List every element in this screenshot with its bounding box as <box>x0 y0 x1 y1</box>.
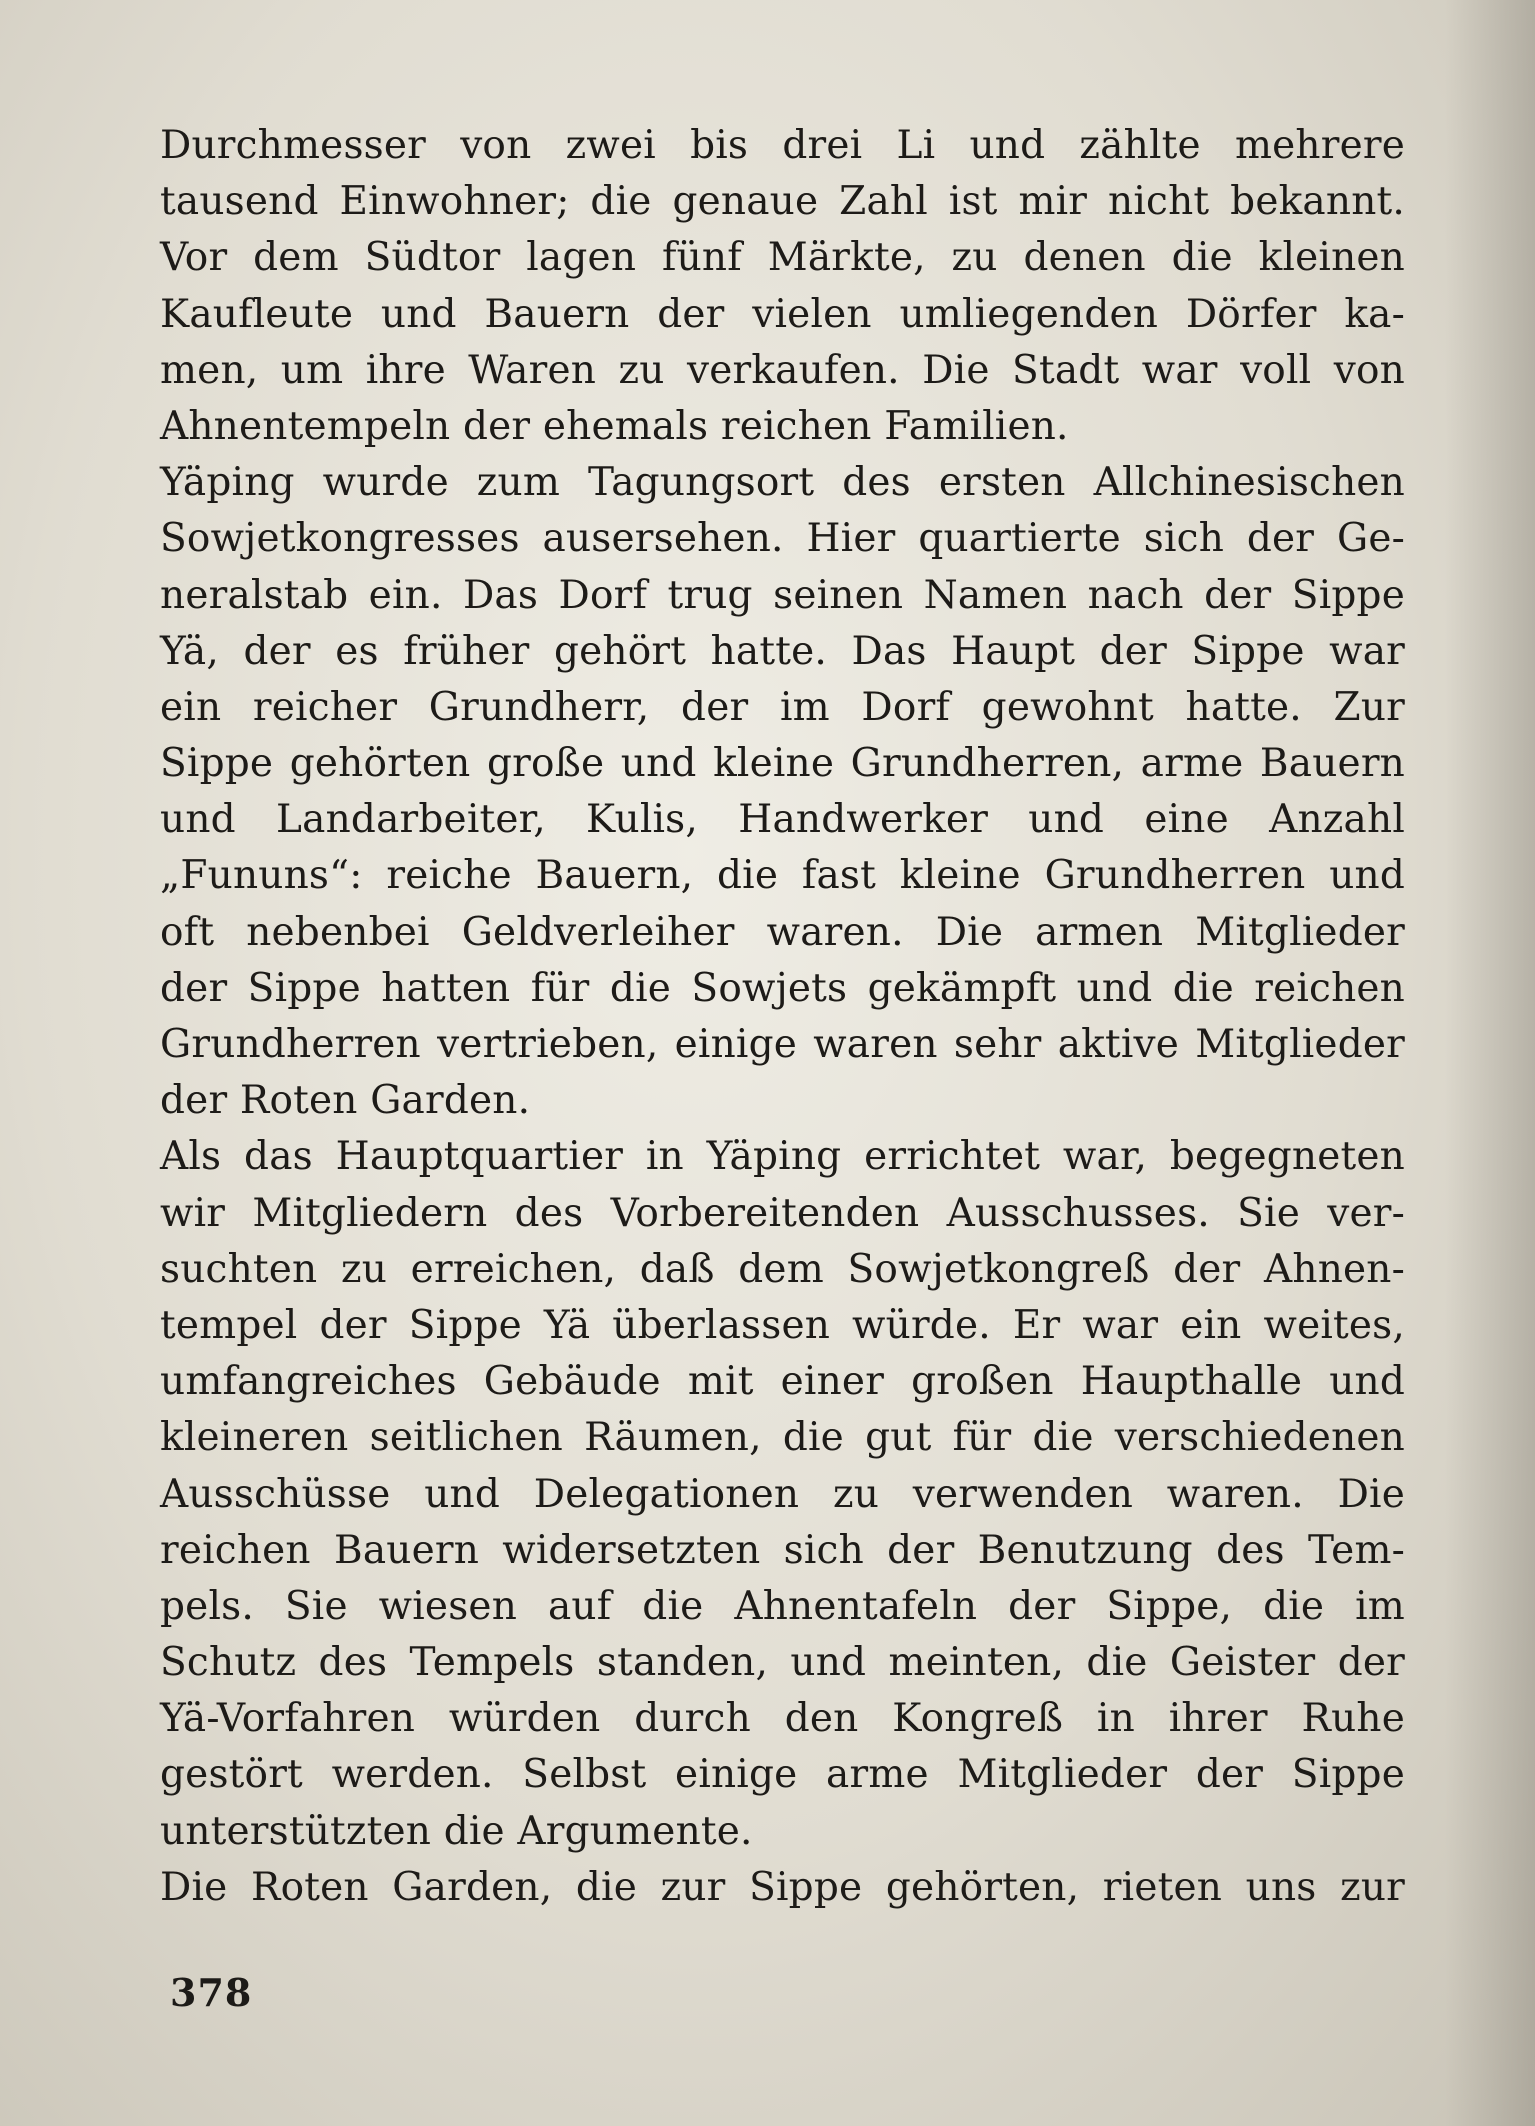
text-line: umfangreiches Gebäude mit einer großen Haupthalle und <box>160 1359 1405 1405</box>
text-line: reichen Bauern widersetzten sich der Benutzung des Tem- <box>160 1527 1405 1573</box>
text-line: Ahnentempeln der ehemals reichen Familien. <box>160 403 1069 449</box>
text-line: Die Roten Garden, die zur Sippe gehörten, rieten uns zur <box>160 1864 1405 1910</box>
text-line: unterstützten die Argumente. <box>160 1808 753 1854</box>
text-line: Vor dem Südtor lagen fünf Märkte, zu denen die kleinen <box>160 235 1405 281</box>
text-line: „Fununs“: reiche Bauern, die fast kleine Grundherren und <box>160 853 1405 899</box>
text-line: gestört werden. Selbst einige arme Mitglieder der Sippe <box>160 1752 1405 1798</box>
text-line: Sippe gehörten große und kleine Grundherren, arme Bauern <box>160 741 1405 787</box>
page-number: 378 <box>170 1970 253 2015</box>
text-line: tempel der Sippe Yä überlassen würde. Er war ein weites, <box>160 1302 1405 1348</box>
text-line: oft nebenbei Geldverleiher waren. Die armen Mitglieder <box>160 909 1405 955</box>
text-line: tausend Einwohner; die genaue Zahl ist mir nicht bekannt. <box>160 179 1405 225</box>
text-line: Yäping wurde zum Tagungsort des ersten Allchinesischen <box>160 460 1405 506</box>
text-line: Durchmesser von zwei bis drei Li und zählte mehrere <box>160 123 1405 168</box>
text-line: neralstab ein. Das Dorf trug seinen Namen nach der Sippe <box>160 572 1405 618</box>
text-line: suchten zu erreichen, daß dem Sowjetkongreß der Ahnen- <box>160 1246 1405 1292</box>
text-line: Sowjetkongresses ausersehen. Hier quartierte sich der Ge- <box>160 516 1405 562</box>
text-line: men, um ihre Waren zu verkaufen. Die Stadt war voll von <box>160 347 1405 393</box>
text-line: kleineren seitlichen Räumen, die gut für die verschiedenen <box>160 1415 1405 1461</box>
text-line: pels. Sie wiesen auf die Ahnentafeln der Sippe, die im <box>160 1583 1405 1629</box>
text-line: Als das Hauptquartier in Yäping errichtet war, begegneten <box>160 1134 1405 1180</box>
text-line: Kaufleute und Bauern der vielen umliegenden Dörfer ka- <box>160 291 1405 337</box>
text-line: Ausschüsse und Delegationen zu verwenden waren. Die <box>160 1471 1405 1517</box>
text-line: Yä, der es früher gehört hatte. Das Haupt der Sippe war <box>160 628 1405 674</box>
text-line: der Sippe hatten für die Sowjets gekämpft und die reichen <box>160 965 1405 1011</box>
text-line: und Landarbeiter, Kulis, Handwerker und eine Anzahl <box>160 797 1405 843</box>
text-line: Schutz des Tempels standen, und meinten, die Geister der <box>160 1640 1405 1686</box>
text-line: Yä-Vorfahren würden durch den Kongreß in ihrer Ruhe <box>160 1696 1405 1742</box>
text-line: ein reicher Grundherr, der im Dorf gewohnt hatte. Zur <box>160 684 1405 730</box>
text-line: Grundherren vertrieben, einige waren sehr aktive Mitglieder <box>160 1022 1405 1067</box>
text-line: wir Mitgliedern des Vorbereitenden Ausschusses. Sie ver- <box>160 1190 1405 1236</box>
body-text <box>160 118 1405 1916</box>
text-line: der Roten Garden. <box>160 1078 531 1124</box>
